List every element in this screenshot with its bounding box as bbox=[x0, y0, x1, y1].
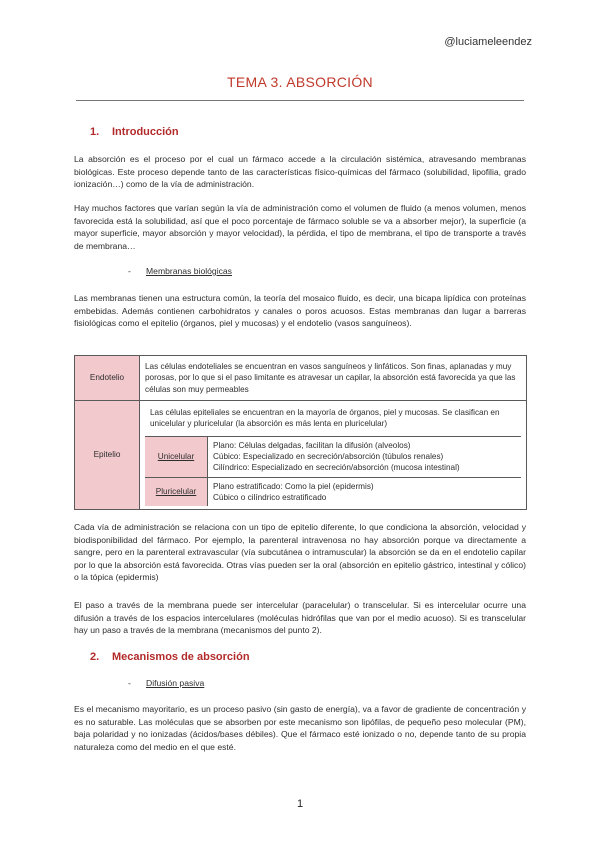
list-item: Cúbico: Especializado en secreción/absorción (túbulos renales) bbox=[213, 452, 444, 462]
paragraph-vias-administracion: Cada vía de administración se relaciona con un tipo de epitelio diferente, lo que condiciona la absorción, velocidad y biodisponibilidad del fármaco. Por ejemplo, la parenteral intravenosa no hay absorción porque va directamente a sangre, pero en la parenteral extravascular (vía subcutánea o intramuscular) la absorción se da en el endotelio capilar por lo que la absorción está favorecida. Otras vías pueden ser la oral (absorción en epitelio gástrico, intestinal y cólico) o la tópica (epidermis) bbox=[74, 522, 526, 583]
list-item: Cúbico o cilíndrico estratificado bbox=[213, 492, 327, 502]
table-row-endotelio bbox=[75, 356, 527, 401]
barreras-table bbox=[74, 355, 527, 510]
row-label-endotelio: Endotelio bbox=[75, 356, 140, 401]
section-number: 2. bbox=[90, 651, 100, 663]
table-row-epitelio bbox=[75, 401, 527, 510]
list-item: Plano: Células delgadas, facilitan la difusión (alveolos) bbox=[213, 441, 411, 450]
page-title: TEMA 3. ABSORCIÓN bbox=[227, 74, 373, 90]
paragraph-paso-membrana: El paso a través de la membrana puede ser intercelular (paracelular) o transcelular. Si es intercelular ocurre una difusión a través de los espacios intercelulares (moléculas hidrófilas que van por el medio acuoso). Si es transcelular hay un paso a través de la membrana (mecanismos del punto 2). bbox=[74, 600, 526, 636]
cell-epitelio-text: Las células epiteliales se encuentran en la mayoría de órganos, piel y mucosas. Se clasifican en unicelular y pluricelular (la absorción es más lenta en pluricelular) bbox=[150, 408, 500, 429]
unicelular-list bbox=[208, 437, 465, 477]
epitelio-unicelular-row bbox=[145, 436, 521, 477]
row-label-epitelio: Epitelio bbox=[75, 401, 140, 510]
subheading-difusion-pasiva bbox=[128, 678, 204, 688]
title-divider bbox=[76, 100, 524, 101]
section-heading-mecanismos bbox=[90, 651, 250, 663]
section-heading-introduccion bbox=[90, 126, 179, 138]
list-item: Cilíndrico: Especializado en secreción/absorción (mucosa intestinal) bbox=[213, 463, 460, 473]
paragraph-absorcion-definicion: La absorción es el proceso por el cual un fármaco accede a la circulación sistémica, atravesando membranas biológicas. Este proceso depende tanto de las características físico-químicas del fármaco (solubilidad, lipofilia, grado ionización…) como de la vía de administración. bbox=[74, 154, 526, 190]
epitelio-pluricelular-row bbox=[145, 477, 521, 506]
subheading-label: Membranas biológicas bbox=[146, 266, 232, 276]
bullet-dash: - bbox=[128, 266, 131, 276]
section-title: Mecanismos de absorción bbox=[112, 651, 250, 663]
subheading-membranas bbox=[128, 266, 232, 276]
pluricelular-list bbox=[208, 478, 379, 506]
author-handle: @luciameleendez bbox=[444, 36, 532, 48]
subheading-label: Difusión pasiva bbox=[146, 678, 205, 688]
sublabel-pluricelular: Pluricelular bbox=[145, 478, 208, 506]
list-item: Plano estratificado: Como la piel (epidermis) bbox=[213, 481, 374, 491]
paragraph-membranas: Las membranas tienen una estructura común, la teoría del mosaico fluido, es decir, una bicapa lipídica con proteínas embebidas. Además contienen carbohidratos y canales o poros acuosos. Estas membranas dan lugar a barreras fisiológicas como el epitelio (órganos, piel y mucosas) y el endotelio (vasos sanguíneos). bbox=[74, 293, 526, 329]
paragraph-factores: Hay muchos factores que varían según la vía de administración como el volumen de fluido (a menos volumen, menos favorecida está la solubilidad, así que el poco porcentaje de fármaco soluble se va a absorber mejor), la superficie (a mayor superficie, mayor absorción y mayor velocidad), la pérdida, el tipo de membrana, el tipo de transporte a través de membrana… bbox=[74, 203, 526, 251]
bullet-dash: - bbox=[128, 678, 131, 688]
paragraph-difusion-pasiva: Es el mecanismo mayoritario, es un proceso pasivo (sin gasto de energía), va a favor de gradiente de concentración y es no saturable. Las moléculas que se absorben por este mecanismo son lipófilas, de pequeño peso molecular (PM), baja polaridad y no ionizadas (ácidos/bases débiles). Que el fármaco esté ionizado o no, depende tanto de su propia naturaleza como del medio en el que esté. bbox=[74, 704, 526, 752]
page-number: 1 bbox=[296, 798, 304, 810]
section-number: 1. bbox=[90, 126, 100, 138]
sublabel-unicelular: Unicelular bbox=[145, 437, 208, 477]
cell-endotelio-text: Las células endoteliales se encuentran en vasos sanguíneos y linfáticos. Son finas, aplanadas y muy porosas, por lo que si el paso limitante es atravesar un capilar, la absorción está favorecida ya que las células son muy permeables bbox=[140, 356, 527, 401]
section-title: Introducción bbox=[112, 126, 179, 138]
epitelio-content bbox=[140, 401, 527, 510]
